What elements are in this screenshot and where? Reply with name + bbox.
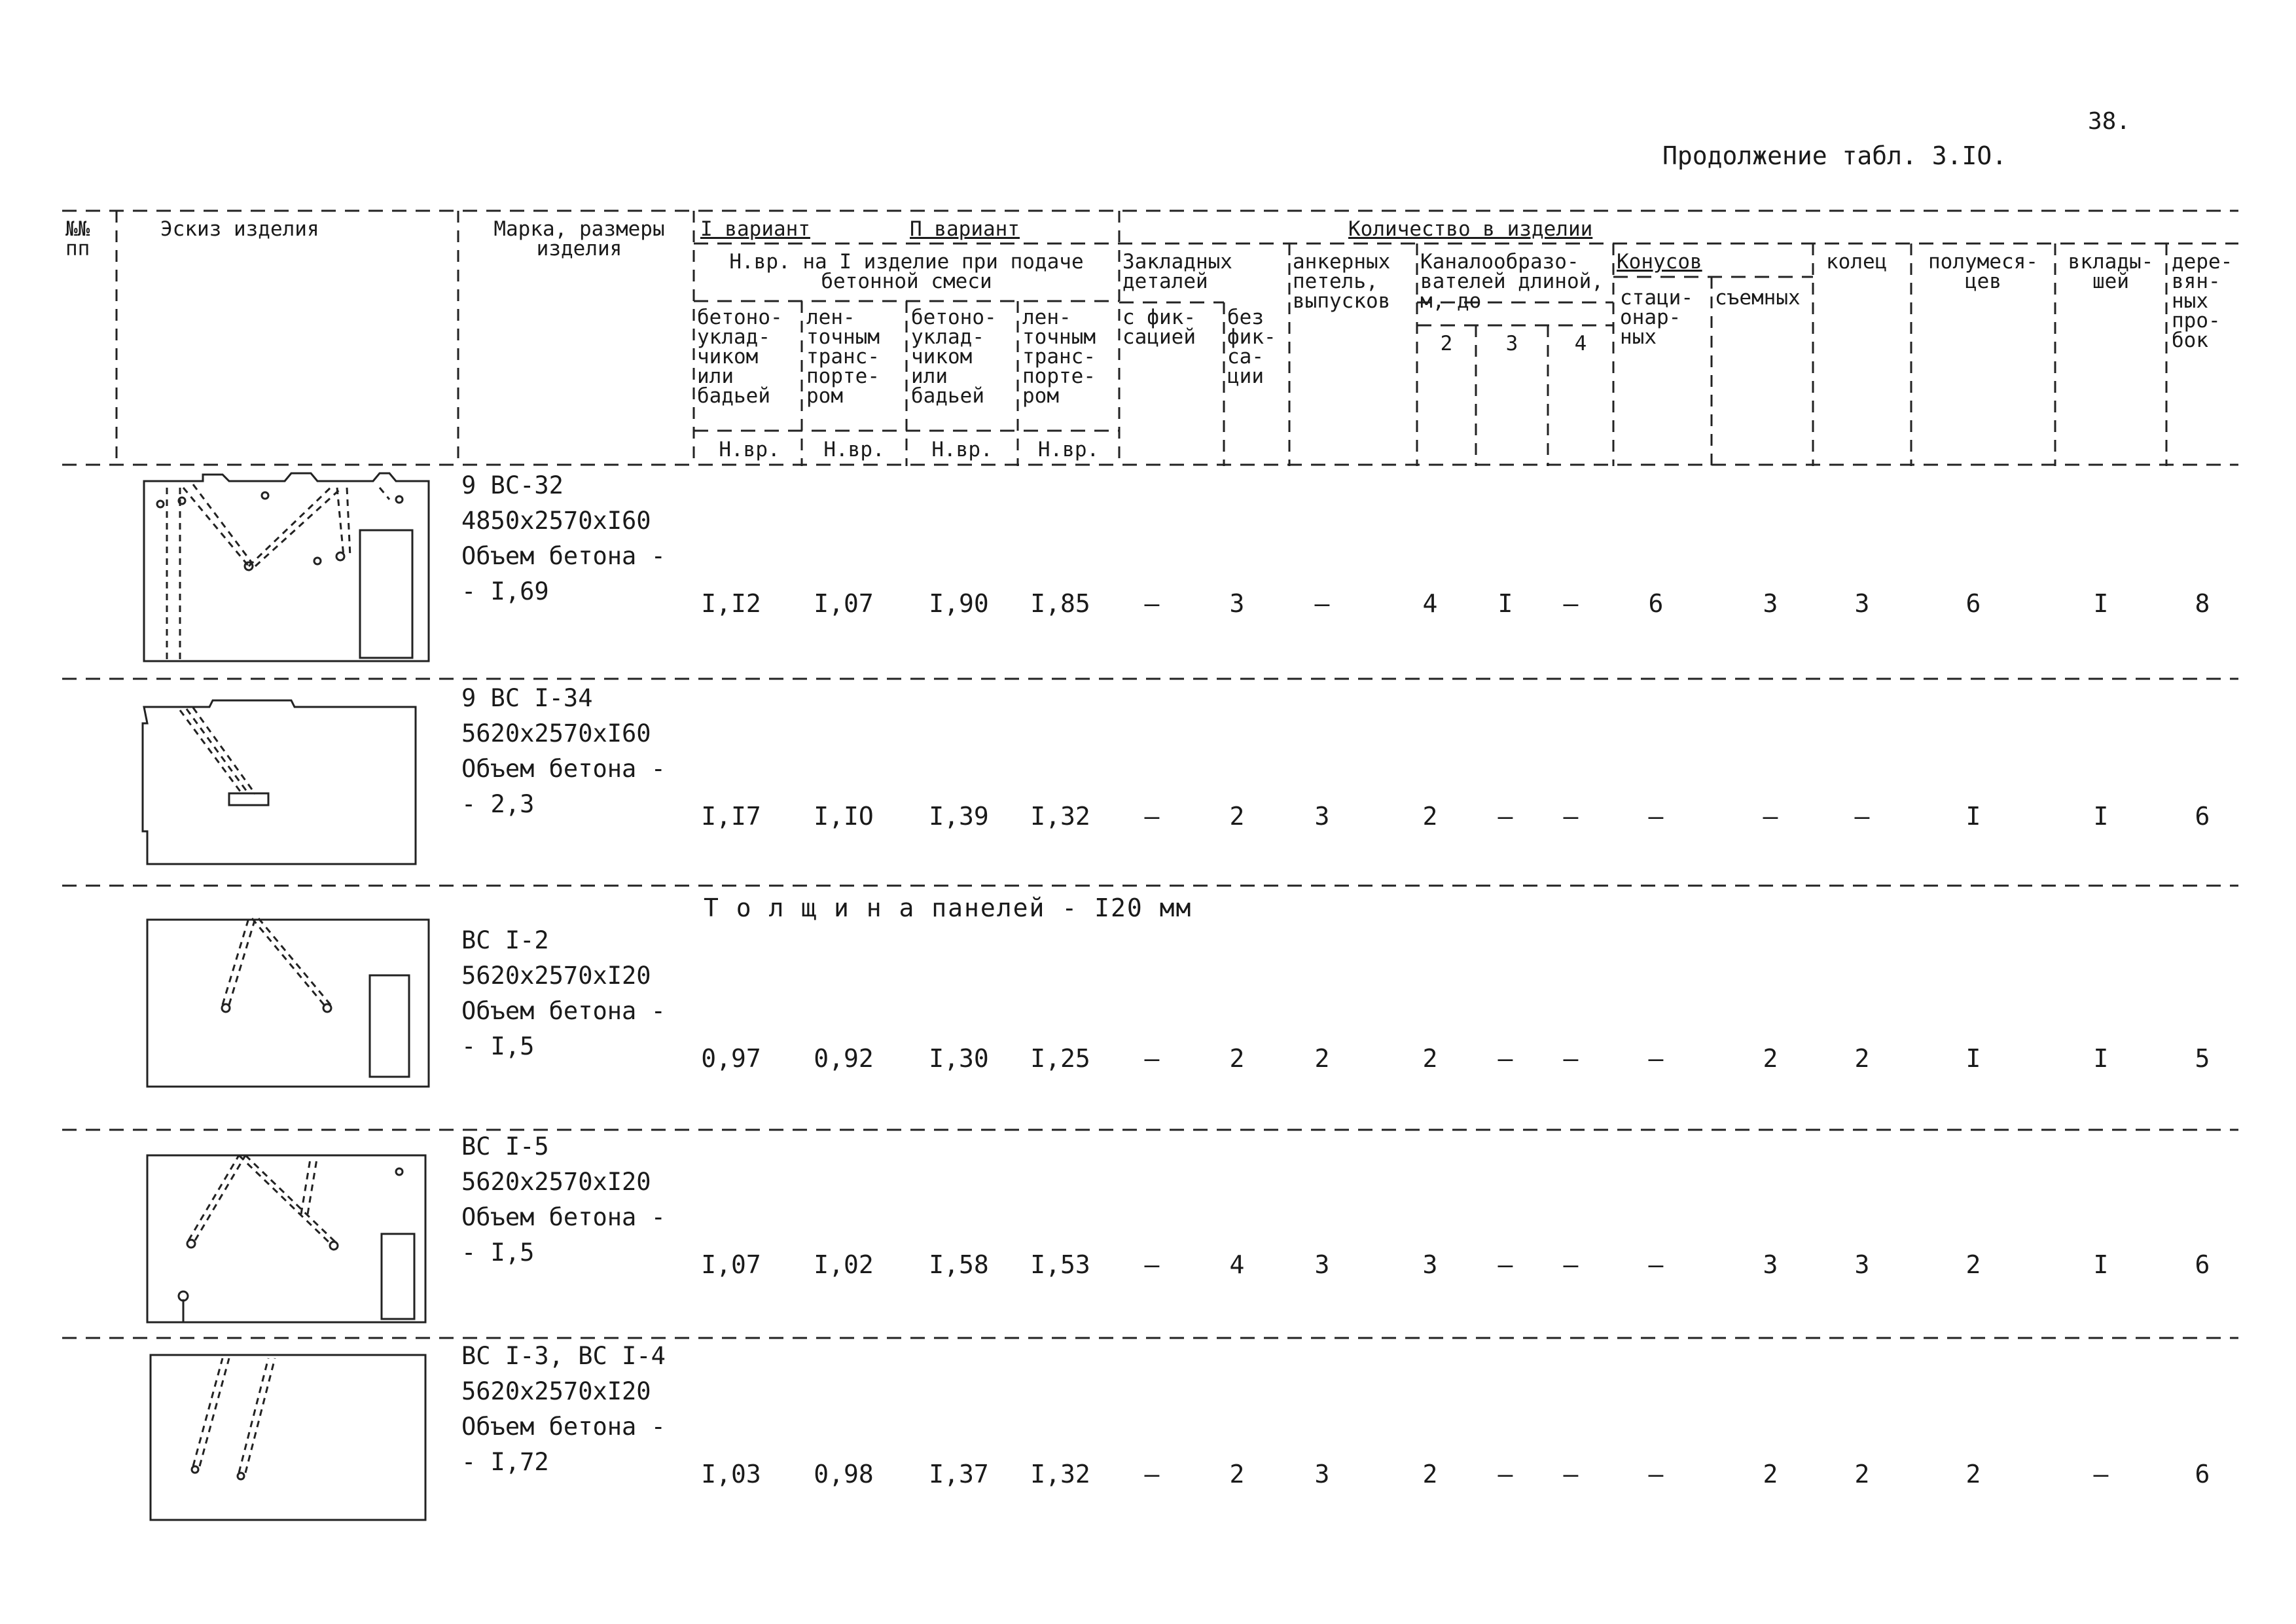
row-mark-block (461, 1339, 666, 1480)
header-embedded-parts: Закладных деталей (1122, 250, 1232, 293)
product-sketch-9vc-32 (131, 461, 439, 668)
row-size: 5620x2570xI20 (461, 1168, 651, 1196)
table-cell: – (1648, 1460, 1664, 1489)
table-cell: – (1648, 802, 1664, 831)
table-cell: – (1648, 1250, 1664, 1279)
table-cell: – (1563, 802, 1579, 831)
header-quantity: Количество в изделии (1348, 217, 1593, 241)
table-cell: I (2093, 589, 2109, 618)
header-mark: Марка, размеры изделия (493, 217, 665, 261)
table-cell: 0,92 (814, 1044, 874, 1073)
table-cell: I,39 (929, 802, 989, 831)
row-size: 5620x2570xI20 (461, 1377, 651, 1405)
row-volume: - I,72 (461, 1448, 549, 1476)
table-cell: 6 (2195, 802, 2210, 831)
table-cell: – (1498, 1044, 1513, 1073)
table-cell: 3 (1763, 1250, 1778, 1279)
table-cell: I,58 (929, 1250, 989, 1279)
table-cell: 8 (2195, 589, 2210, 618)
header-wooden-plugs: дере- вян- ных про- бок (2172, 250, 2233, 352)
table-cell: 3 (1314, 1250, 1330, 1279)
table-cell: 2 (1314, 1044, 1330, 1073)
table-cell: I (2093, 1044, 2109, 1073)
table-cell: I,25 (1030, 1044, 1090, 1073)
header-variant-1: I вариант (700, 217, 810, 241)
table-cell: – (1144, 802, 1160, 831)
table-cell: I,02 (814, 1250, 874, 1279)
table-cell: I (1498, 589, 1513, 618)
table-cell: I,32 (1030, 1460, 1090, 1489)
product-sketch-vc-i-2 (131, 900, 439, 1096)
row-volume-label: Объем бетона - (461, 997, 666, 1025)
table-cell: 6 (2195, 1250, 2210, 1279)
table-cell: I (2093, 1250, 2109, 1279)
table-cell: 0,97 (701, 1044, 761, 1073)
row-mark: ВС I-5 (461, 1132, 549, 1161)
table-cell: I,I2 (701, 589, 761, 618)
table-cell: 2 (1422, 1460, 1438, 1489)
table-cell: 6 (1648, 589, 1664, 618)
table-cell: I,03 (701, 1460, 761, 1489)
table-cell: – (1854, 802, 1870, 831)
table-cell: 6 (2195, 1460, 2210, 1489)
row-mark: ВС I-2 (461, 926, 549, 954)
header-without-fixation: без фик- са- ции (1227, 306, 1276, 388)
table-cell: I,07 (701, 1250, 761, 1279)
header-unit-3: Н.вр. (931, 438, 993, 461)
header-v2-belt: лен- точным транс- порте- ром (1022, 306, 1096, 408)
table-cell: I,IO (814, 802, 874, 831)
header-with-fixation: с фик- сацией (1122, 306, 1196, 349)
table-cell: I,90 (929, 589, 989, 618)
header-norm-time: Н.вр. на I изделие при подаче бетонной смеси (729, 250, 1084, 293)
table-cell: 2 (1854, 1460, 1870, 1489)
row-volume-label: Объем бетона - (461, 1203, 666, 1231)
product-sketch-9vc-i-34 (131, 684, 439, 874)
table-cell: 3 (1422, 1250, 1438, 1279)
table-cell: 2 (1965, 1460, 1981, 1489)
table-cell: – (1563, 589, 1579, 618)
row-volume-label: Объем бетона - (461, 542, 666, 570)
table-cell: 3 (1854, 589, 1870, 618)
row-mark-block (461, 681, 666, 822)
header-unit-4: Н.вр. (1037, 438, 1100, 461)
header-half-moons: полумеся- цев (1928, 250, 2038, 293)
table-cell: 2 (1854, 1044, 1870, 1073)
row-mark: ВС I-3, ВС I-4 (461, 1342, 666, 1370)
table-cell: 6 (1965, 589, 1981, 618)
table-cell: – (1763, 802, 1778, 831)
table-cell: 3 (1229, 589, 1245, 618)
header-unit-1: Н.вр. (719, 438, 780, 461)
product-sketch-vc-i-3-i-4 (131, 1342, 439, 1532)
table-cell: I (1965, 1044, 1981, 1073)
table-cell: – (1498, 1460, 1513, 1489)
header-channel-formers: Каналообразо- вателей длиной, м, до (1420, 250, 1604, 313)
header-v2-concrete-layer: бетоно- уклад- чиком или бадьей (911, 306, 997, 408)
section-note-panel-thickness: Т о л щ и н а панелей - I20 мм (704, 893, 1193, 922)
header-sketch: Эскиз изделия (160, 217, 319, 241)
table-cell: I,53 (1030, 1250, 1090, 1279)
row-mark-block (461, 923, 666, 1064)
table-cell: 2 (1229, 802, 1245, 831)
table-cell: I,30 (929, 1044, 989, 1073)
row-size: 4850x2570xI60 (461, 507, 651, 535)
table-cell: 2 (1965, 1250, 1981, 1279)
header-inserts: вклады- шей (2068, 250, 2154, 293)
table-cell: 4 (1422, 589, 1438, 618)
table-cell: I,I7 (701, 802, 761, 831)
row-volume-label: Объем бетона - (461, 1413, 666, 1441)
table-cell: – (1563, 1460, 1579, 1489)
table-cell: 2 (1422, 802, 1438, 831)
table-cell: – (1563, 1250, 1579, 1279)
table-continuation-caption: Продолжение табл. 3.IO. (1662, 141, 2007, 170)
row-volume: - I,69 (461, 577, 549, 605)
table-cell: 4 (1229, 1250, 1245, 1279)
header-cones-removable: съемных (1715, 286, 1801, 310)
row-volume: - 2,3 (461, 790, 535, 818)
table-cell: – (2093, 1460, 2109, 1489)
header-unit-2: Н.вр. (823, 438, 885, 461)
page-number: 38. (2088, 108, 2131, 135)
table-cell: I,32 (1030, 802, 1090, 831)
header-channel-3m: 3 (1505, 332, 1518, 355)
table-cell: – (1498, 802, 1513, 831)
table-cell: 2 (1763, 1460, 1778, 1489)
header-v1-concrete-layer: бетоно- уклад- чиком или бадьей (697, 306, 783, 408)
table-cell: – (1144, 1044, 1160, 1073)
row-mark: 9 ВС I-34 (461, 684, 593, 712)
row-mark-block (461, 468, 666, 609)
table-cell: 3 (1763, 589, 1778, 618)
table-cell: 2 (1229, 1044, 1245, 1073)
table-cell: – (1144, 589, 1160, 618)
table-cell: 0,98 (814, 1460, 874, 1489)
header-anchor-loops: анкерных петель, выпусков (1293, 250, 1391, 313)
table-cell: 5 (2195, 1044, 2210, 1073)
header-channel-4m: 4 (1574, 332, 1587, 355)
table-cell: I,85 (1030, 589, 1090, 618)
header-channel-2m: 2 (1440, 332, 1453, 355)
table-cell: 3 (1854, 1250, 1870, 1279)
table-cell: 3 (1314, 802, 1330, 831)
header-v1-belt: лен- точным транс- порте- ром (806, 306, 880, 408)
row-mark: 9 ВС-32 (461, 471, 564, 499)
table-cell: – (1144, 1460, 1160, 1489)
table-cell: – (1648, 1044, 1664, 1073)
row-volume: - I,5 (461, 1032, 535, 1060)
table-cell: I (1965, 802, 1981, 831)
header-variant-2: П вариант (910, 217, 1020, 241)
table-cell: – (1498, 1250, 1513, 1279)
row-volume: - I,5 (461, 1238, 535, 1267)
row-size: 5620x2570xI60 (461, 719, 651, 748)
header-no: №№ пп (65, 217, 90, 261)
row-volume-label: Объем бетона - (461, 755, 666, 783)
product-sketch-vc-i-5 (131, 1129, 439, 1329)
row-mark-block (461, 1129, 666, 1271)
table-cell: – (1144, 1250, 1160, 1279)
table-cell: – (1563, 1044, 1579, 1073)
table-cell: I,37 (929, 1460, 989, 1489)
table-cell: 3 (1314, 1460, 1330, 1489)
row-size: 5620x2570xI20 (461, 962, 651, 990)
table-cell: 2 (1229, 1460, 1245, 1489)
header-rings: колец (1826, 250, 1888, 274)
header-cones-stationary: стаци- онар- ных (1620, 286, 1693, 349)
table-cell: 2 (1763, 1044, 1778, 1073)
table-cell: I,07 (814, 589, 874, 618)
table-cell: I (2093, 802, 2109, 831)
table-cell: – (1314, 589, 1330, 618)
header-cones: Конусов (1617, 250, 1702, 274)
table-cell: 2 (1422, 1044, 1438, 1073)
